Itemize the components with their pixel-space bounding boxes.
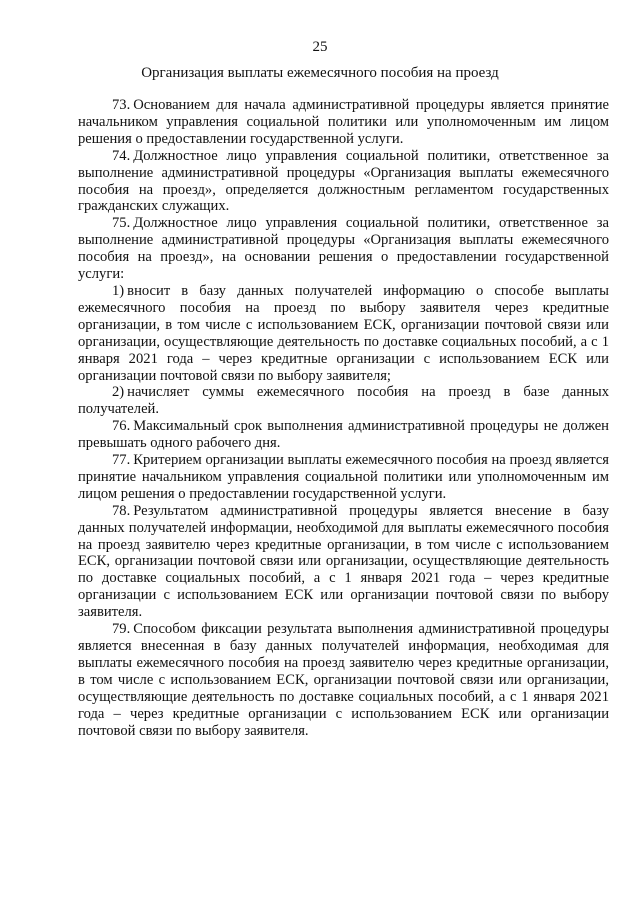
paragraph-79 [78,621,609,739]
paragraph-text: Максимальный срок выполнения административной процедуры не должен превышать одного рабочего дня. [78,418,609,452]
paragraph-75 [78,215,609,283]
list-item-text: вносит в базу данных получателей информацию о способе выплаты ежемесячного пособия на проезд по выбору заявителя через кредитные организации, в том числе с использованием ЕСК, организации почтовой связи или организации, осуществляющие деятельность по доставке социальных пособий, а с 1 января 2021 года – через кредитные организации с использованием ЕСК или организации почтовой связи по выбору заявителя; [78,282,609,384]
paragraph-text: Способом фиксации результата выполнения административной процедуры является внесенная в базу данных получателей информация, необходимая для выплаты ежемесячного пособия на проезд заявителю через кредитные организации, в том числе с использованием ЕСК, организации почтовой связи или организации, осуществляющие деятельность по доставке социальных пособий, а с 1 января 2021 года – через кредитные организации с использованием ЕСК или организации почтовой связи по выбору заявителя. [78,621,609,739]
paragraph-number: 78. [112,502,131,519]
list-item-text: начисляет суммы ежемесячного пособия на проезд в базе данных получателей. [78,384,609,418]
paragraph-73 [78,97,609,148]
paragraph-76 [78,418,609,452]
list-item-number: 1) [112,282,125,299]
paragraph-text: Должностное лицо управления социальной политики, ответственное за выполнение административной процедуры «Организация выплаты ежемесячного пособия на проезд», определяется должностным регламентом государственных гражданских служащих. [78,147,609,215]
paragraph-number: 76. [112,418,131,435]
paragraph-number: 77. [112,452,131,469]
paragraph-number: 75. [112,215,131,232]
paragraph-number: 74. [112,147,131,164]
paragraph-text: Должностное лицо управления социальной политики, ответственное за выполнение административной процедуры «Организация выплаты ежемесячного пособия на проезд», на основании решения о предоставлении государственной услуги: [78,215,609,283]
list-item-number: 2) [112,384,125,401]
paragraph-text: Основанием для начала административной процедуры является принятие начальником управления социальной политики или уполномоченным им лицом решения о предоставлении государственной услуги. [78,97,609,147]
document-body [78,97,609,739]
list-item-2 [78,384,609,418]
list-item-1 [78,283,609,384]
paragraph-77 [78,452,609,503]
paragraph-number: 73. [112,97,131,113]
paragraph-74 [78,148,609,216]
section-title: Организация выплаты ежемесячного пособия на проезд [141,65,499,81]
paragraph-text: Критерием организации выплаты ежемесячного пособия на проезд является принятие начальником управления социальной политики или уполномоченным им лицом решения о предоставлении государственной услуги. [78,452,609,502]
page-number: 25 [312,39,328,55]
paragraph-text: Результатом административной процедуры является внесение в базу данных получателей информации, необходимой для выплаты ежемесячного пособия на проезд заявителю через кредитные организации, в том числе с использованием ЕСК, организации почтовой связи или организации, осуществляющие деятельность по доставке социальных пособий, а с 1 января 2021 года – через кредитные организации с использованием ЕСК или организации почтовой связи по выбору заявителя. [78,502,609,621]
paragraph-number: 79. [112,621,131,638]
paragraph-78 [78,503,609,621]
